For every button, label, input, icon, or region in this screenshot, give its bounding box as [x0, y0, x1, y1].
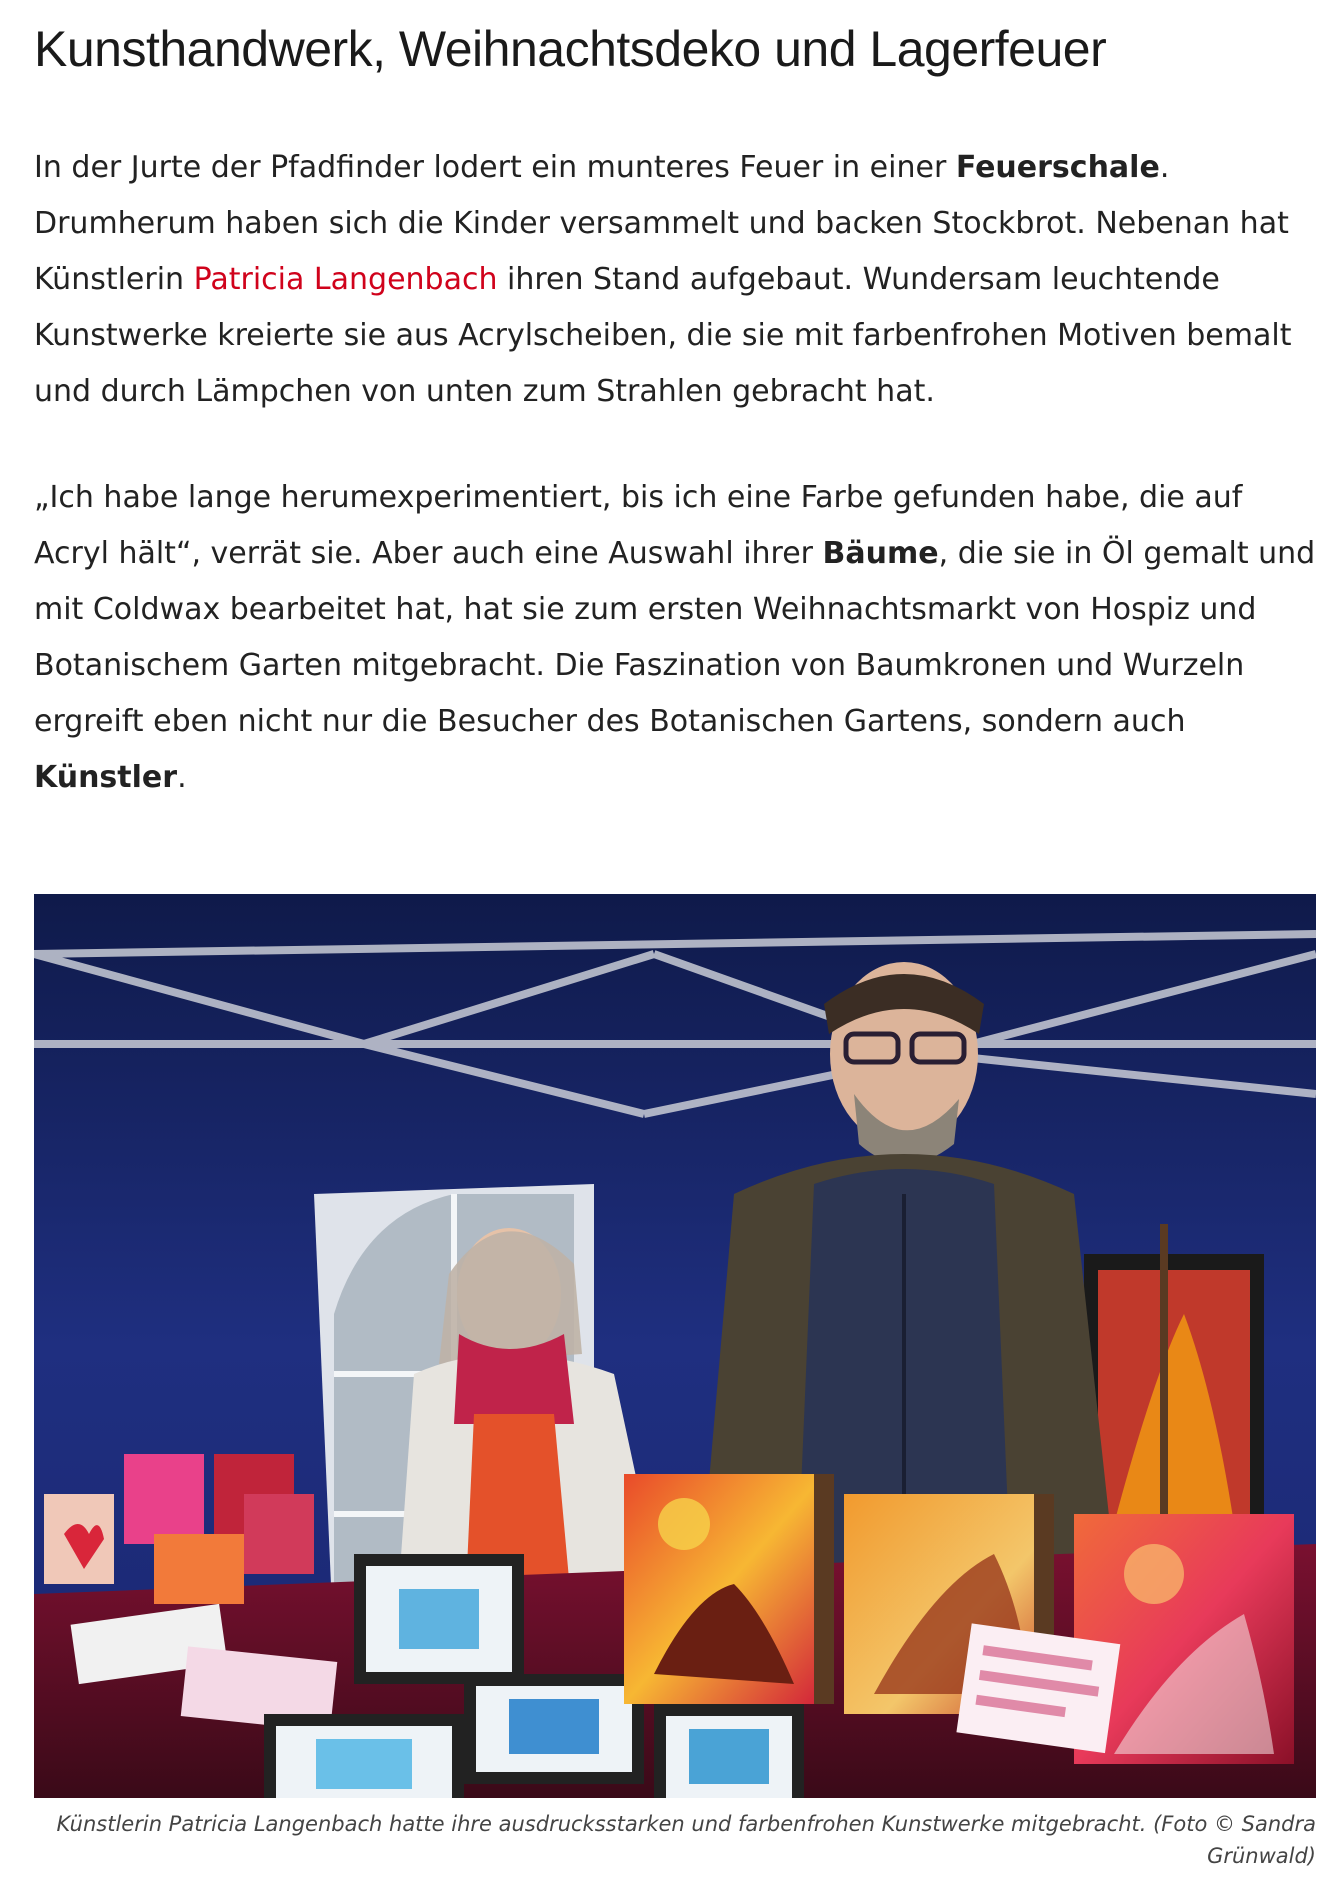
- p2-text-3: .: [177, 760, 187, 795]
- artist-link[interactable]: Patricia Langenbach: [193, 262, 498, 297]
- p1-bold-feuerschale: Feuerschale: [955, 150, 1160, 185]
- p2-bold-kuenstler: Künstler: [34, 760, 178, 795]
- article-figure: [34, 894, 1316, 1872]
- p2-bold-baeume: Bäume: [822, 536, 939, 571]
- section-heading: Kunsthandwerk, Weihnachtsdeko und Lagerfeuer: [34, 21, 1107, 77]
- p1-text-3: ihren Stand aufgebaut. Wundersam leuchtende Kunstwerke kreierte sie aus Acrylscheiben, die sie mit farbenfrohen Motiven bemalt und durch Lämpchen von unten zum Strahlen gebracht hat.: [34, 262, 1292, 409]
- p2-text-1: „Ich habe lange herumexperimentiert, bis ich eine Farbe gefunden habe, die auf Acryl hält“, verrät sie. Aber auch eine Auswahl ihrer: [34, 480, 1243, 571]
- market-stand-photo[interactable]: [34, 894, 1316, 1798]
- paragraph-2: [34, 470, 1316, 806]
- paragraph-1: [34, 140, 1316, 420]
- p1-text-2: . Drumherum haben sich die Kinder versammelt und backen Stockbrot. Nebenan hat Künstlerin: [34, 150, 1289, 297]
- photo-caption: Künstlerin Patricia Langenbach hatte ihre ausdrucksstarken und farbenfrohen Kunstwerke mitgebracht. (Foto © Sandra Grünwald): [56, 1812, 1316, 1868]
- article: [34, 0, 1316, 806]
- photo-illustration: [34, 894, 1316, 1798]
- p2-text-2: , die sie in Öl gemalt und mit Coldwax bearbeitet hat, hat sie zum ersten Weihnachtsmarkt von Hospiz und Botanischem Garten mitgebracht. Die Faszination von Baumkronen und Wurzeln ergreift eben nicht nur die Besucher des Botanischen Gartens, sondern auch: [34, 536, 1316, 739]
- p1-text-1: In der Jurte der Pfadfinder lodert ein munteres Feuer in einer: [34, 150, 956, 185]
